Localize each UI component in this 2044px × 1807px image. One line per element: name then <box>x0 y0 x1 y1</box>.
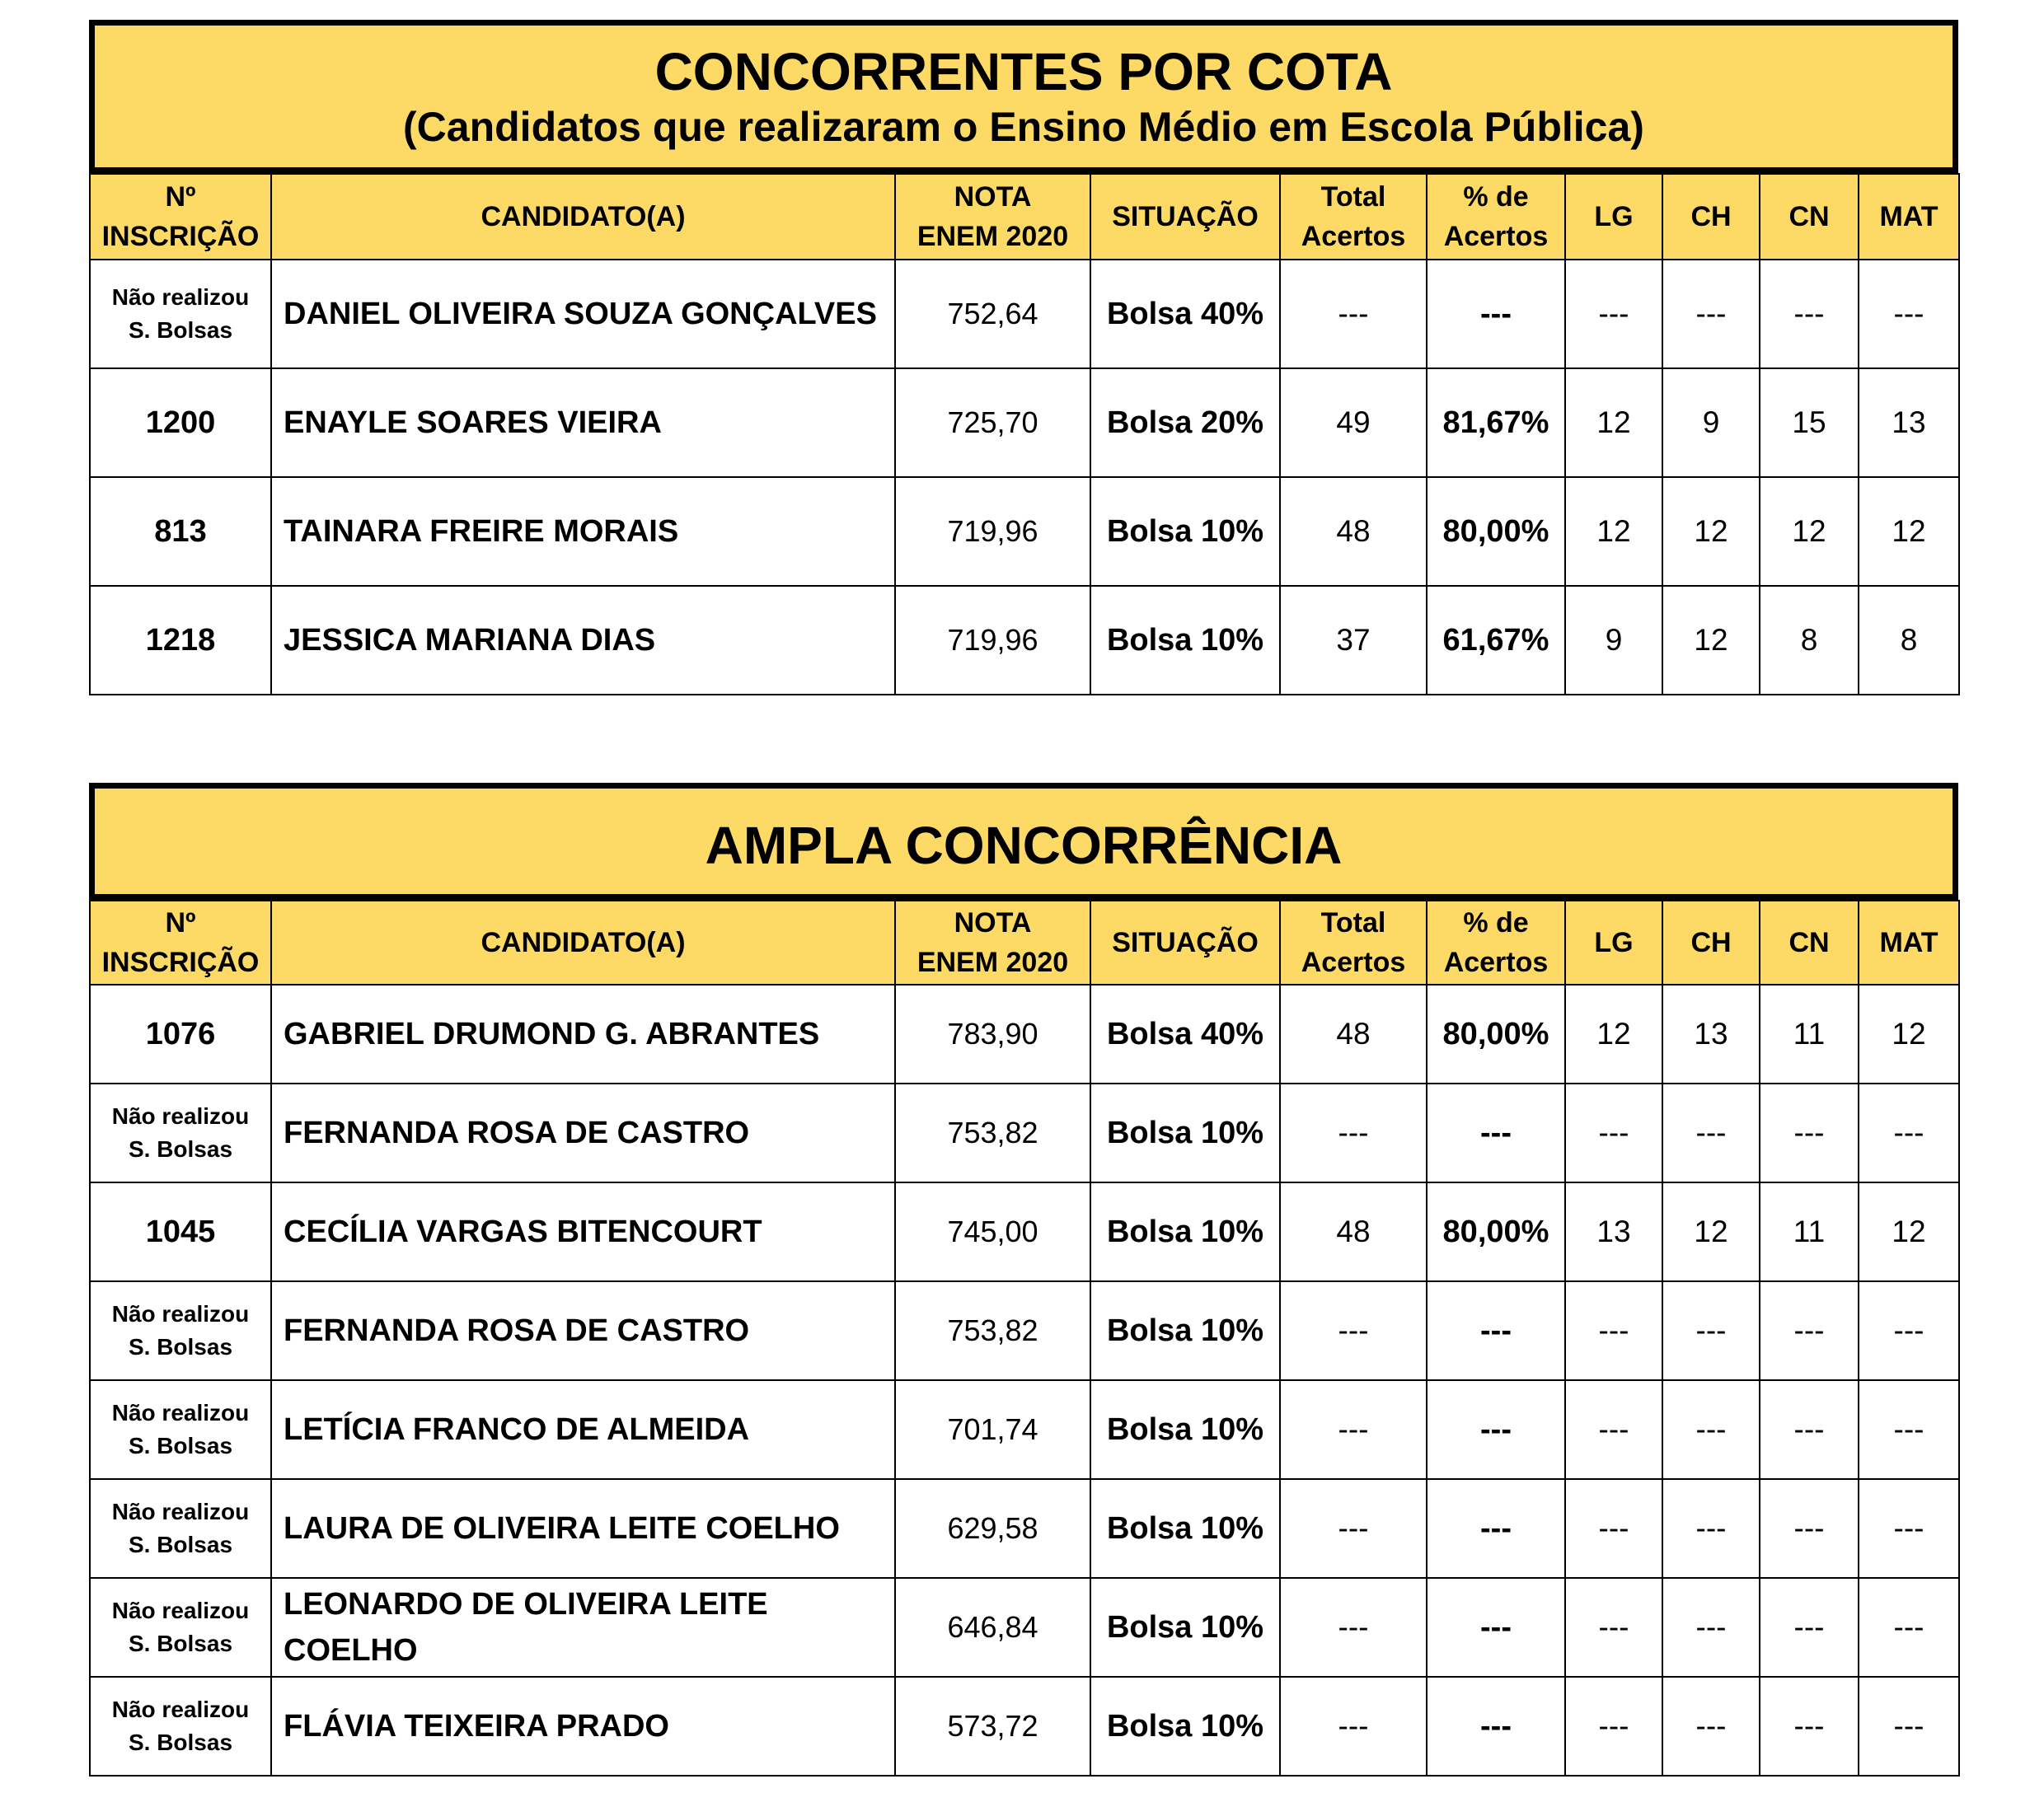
cell-total: 48 <box>1280 1182 1427 1281</box>
cell-lg: --- <box>1565 1281 1662 1380</box>
column-header-cn: CN <box>1760 174 1859 260</box>
cell-mat: 12 <box>1859 477 1959 586</box>
cell-nota: 753,82 <box>895 1281 1090 1380</box>
cell-pct: --- <box>1427 1380 1565 1479</box>
cell-nome: FLÁVIA TEIXEIRA PRADO <box>271 1677 895 1776</box>
table-row <box>90 477 1959 586</box>
cell-mat: 12 <box>1859 1182 1959 1281</box>
table-row <box>90 985 1959 1084</box>
ampla-header-row <box>90 901 1959 985</box>
cell-insc: 1218 <box>90 586 271 695</box>
cell-insc-line: S. Bolsas <box>128 1433 233 1458</box>
table-row <box>90 260 1959 368</box>
cell-insc <box>90 260 271 368</box>
cell-nome: DANIEL OLIVEIRA SOUZA GONÇALVES <box>271 260 895 368</box>
column-header-nota <box>895 174 1090 260</box>
cell-pct: --- <box>1427 1677 1565 1776</box>
cell-ch: --- <box>1662 1380 1760 1479</box>
cell-insc <box>90 1084 271 1182</box>
cell-insc-line: S. Bolsas <box>128 317 233 343</box>
cell-insc <box>90 1281 271 1380</box>
cell-insc-line: S. Bolsas <box>128 1334 233 1360</box>
cell-ch: --- <box>1662 260 1760 368</box>
cell-mat: 8 <box>1859 586 1959 695</box>
table-row <box>90 1084 1959 1182</box>
cell-situacao: Bolsa 40% <box>1090 985 1280 1084</box>
cell-nome: LAURA DE OLIVEIRA LEITE COELHO <box>271 1479 895 1578</box>
cell-lg: --- <box>1565 1479 1662 1578</box>
column-header-ch: CH <box>1662 174 1760 260</box>
cell-ch: --- <box>1662 1479 1760 1578</box>
cell-situacao: Bolsa 10% <box>1090 1084 1280 1182</box>
ampla-table-header <box>90 901 1959 985</box>
cell-ch: 12 <box>1662 1182 1760 1281</box>
ampla-table <box>89 900 1960 1777</box>
cell-nome: JESSICA MARIANA DIAS <box>271 586 895 695</box>
table-row <box>90 1182 1959 1281</box>
cell-situacao: Bolsa 20% <box>1090 368 1280 477</box>
cell-lg: --- <box>1565 1380 1662 1479</box>
cell-cn: --- <box>1760 1677 1859 1776</box>
cell-mat: 12 <box>1859 985 1959 1084</box>
cell-cn: 11 <box>1760 985 1859 1084</box>
cell-insc: 1076 <box>90 985 271 1084</box>
cell-cn: --- <box>1760 1578 1859 1677</box>
cell-nome: FERNANDA ROSA DE CASTRO <box>271 1084 895 1182</box>
cell-total: 48 <box>1280 985 1427 1084</box>
cota-table <box>89 173 1960 695</box>
table-row <box>90 1380 1959 1479</box>
cota-header-row <box>90 174 1959 260</box>
cell-situacao: Bolsa 10% <box>1090 1281 1280 1380</box>
cell-insc <box>90 1677 271 1776</box>
column-header-insc-line: INSCRIÇÃO <box>101 221 260 252</box>
cell-situacao: Bolsa 10% <box>1090 1479 1280 1578</box>
cell-lg: 12 <box>1565 985 1662 1084</box>
cell-cn: --- <box>1760 260 1859 368</box>
cell-situacao: Bolsa 10% <box>1090 1677 1280 1776</box>
cell-total: --- <box>1280 1479 1427 1578</box>
cell-lg: --- <box>1565 1677 1662 1776</box>
ampla-title: AMPLA CONCORRÊNCIA <box>705 816 1343 875</box>
column-header-mat: MAT <box>1859 901 1959 985</box>
cell-situacao: Bolsa 10% <box>1090 1182 1280 1281</box>
cell-total: --- <box>1280 1380 1427 1479</box>
column-header-insc <box>90 174 271 260</box>
cell-mat: --- <box>1859 1677 1959 1776</box>
column-header-nota-line: NOTA <box>954 907 1032 939</box>
cell-total: --- <box>1280 1677 1427 1776</box>
cell-pct: 80,00% <box>1427 1182 1565 1281</box>
cell-insc-line: Não realizou <box>111 1499 250 1524</box>
cell-insc-line: Não realizou <box>111 1697 250 1722</box>
ampla-banner <box>89 783 1958 900</box>
cell-lg: --- <box>1565 1084 1662 1182</box>
column-header-pct-line: % de <box>1463 907 1529 939</box>
cell-situacao: Bolsa 10% <box>1090 477 1280 586</box>
cell-total: --- <box>1280 260 1427 368</box>
cell-insc-line: S. Bolsas <box>128 1532 233 1557</box>
cell-cn: --- <box>1760 1281 1859 1380</box>
column-header-nota-line: ENEM 2020 <box>917 947 1069 978</box>
cell-cn: --- <box>1760 1380 1859 1479</box>
cell-nome: CECÍLIA VARGAS BITENCOURT <box>271 1182 895 1281</box>
column-header-situacao: SITUAÇÃO <box>1090 901 1280 985</box>
column-header-total-line: Acertos <box>1301 947 1406 978</box>
column-header-pct <box>1427 174 1565 260</box>
column-header-insc-line: INSCRIÇÃO <box>101 947 260 978</box>
cell-situacao: Bolsa 10% <box>1090 1380 1280 1479</box>
cell-nota: 753,82 <box>895 1084 1090 1182</box>
column-header-cn: CN <box>1760 901 1859 985</box>
column-header-total-line: Total <box>1320 181 1386 213</box>
cell-insc-line: S. Bolsas <box>128 1631 233 1656</box>
cell-lg: --- <box>1565 1578 1662 1677</box>
cell-nota: 573,72 <box>895 1677 1090 1776</box>
cell-nota: 745,00 <box>895 1182 1090 1281</box>
cell-nota: 725,70 <box>895 368 1090 477</box>
column-header-nota <box>895 901 1090 985</box>
cell-pct: --- <box>1427 1479 1565 1578</box>
cell-lg: 12 <box>1565 477 1662 586</box>
cell-insc-line: Não realizou <box>111 1103 250 1129</box>
cell-insc-line: Não realizou <box>111 1301 250 1327</box>
column-header-lg: LG <box>1565 901 1662 985</box>
cell-nota: 783,90 <box>895 985 1090 1084</box>
cell-ch: 13 <box>1662 985 1760 1084</box>
cell-mat: --- <box>1859 1578 1959 1677</box>
cell-cn: 8 <box>1760 586 1859 695</box>
cell-total: 48 <box>1280 477 1427 586</box>
cell-nota: 719,96 <box>895 586 1090 695</box>
cell-insc: 1200 <box>90 368 271 477</box>
cell-ch: 9 <box>1662 368 1760 477</box>
column-header-insc <box>90 901 271 985</box>
cell-nota: 701,74 <box>895 1380 1090 1479</box>
cell-nome: TAINARA FREIRE MORAIS <box>271 477 895 586</box>
cell-mat: --- <box>1859 1281 1959 1380</box>
cell-lg: 9 <box>1565 586 1662 695</box>
cota-title: CONCORRENTES POR COTA <box>654 42 1393 101</box>
cell-total: 37 <box>1280 586 1427 695</box>
cell-nome: GABRIEL DRUMOND G. ABRANTES <box>271 985 895 1084</box>
column-header-lg: LG <box>1565 174 1662 260</box>
cell-nome: ENAYLE SOARES VIEIRA <box>271 368 895 477</box>
cota-subtitle: (Candidatos que realizaram o Ensino Médio em Escola Pública) <box>403 104 1644 150</box>
table-row <box>90 586 1959 695</box>
cell-total: --- <box>1280 1084 1427 1182</box>
cell-lg: --- <box>1565 260 1662 368</box>
table-row <box>90 1281 1959 1380</box>
cell-situacao: Bolsa 10% <box>1090 1578 1280 1677</box>
column-header-nome: CANDIDATO(A) <box>271 174 895 260</box>
column-header-total <box>1280 174 1427 260</box>
cell-situacao: Bolsa 40% <box>1090 260 1280 368</box>
cell-insc <box>90 1479 271 1578</box>
cell-mat: --- <box>1859 1084 1959 1182</box>
column-header-nota-line: ENEM 2020 <box>917 221 1069 252</box>
cell-cn: 12 <box>1760 477 1859 586</box>
cell-pct: --- <box>1427 1281 1565 1380</box>
cell-situacao: Bolsa 10% <box>1090 586 1280 695</box>
cell-insc: 1045 <box>90 1182 271 1281</box>
cell-mat: --- <box>1859 260 1959 368</box>
cell-insc-line: Não realizou <box>111 284 250 310</box>
cell-mat: --- <box>1859 1479 1959 1578</box>
cell-pct: 80,00% <box>1427 477 1565 586</box>
cell-pct: --- <box>1427 260 1565 368</box>
cell-nome: FERNANDA ROSA DE CASTRO <box>271 1281 895 1380</box>
cell-pct: 61,67% <box>1427 586 1565 695</box>
cell-ch: 12 <box>1662 586 1760 695</box>
cell-nota: 719,96 <box>895 477 1090 586</box>
column-header-pct-line: % de <box>1463 181 1529 213</box>
column-header-pct-line: Acertos <box>1443 221 1549 252</box>
column-header-insc-line: Nº <box>165 907 196 939</box>
cell-cn: 15 <box>1760 368 1859 477</box>
cota-table-header <box>90 174 1959 260</box>
cota-table-body <box>90 260 1959 695</box>
cell-cn: --- <box>1760 1479 1859 1578</box>
column-header-pct-line: Acertos <box>1443 947 1549 978</box>
column-header-total-line: Total <box>1320 907 1386 939</box>
cell-total: --- <box>1280 1281 1427 1380</box>
ampla-table-body <box>90 985 1959 1776</box>
section-ampla <box>89 783 1958 1777</box>
column-header-situacao: SITUAÇÃO <box>1090 174 1280 260</box>
table-row <box>90 1578 1959 1677</box>
cell-ch: --- <box>1662 1281 1760 1380</box>
cell-ch: --- <box>1662 1084 1760 1182</box>
cell-insc <box>90 1578 271 1677</box>
cell-pct: --- <box>1427 1578 1565 1677</box>
column-header-ch: CH <box>1662 901 1760 985</box>
cell-nome: LETÍCIA FRANCO DE ALMEIDA <box>271 1380 895 1479</box>
cell-insc-line: S. Bolsas <box>128 1730 233 1755</box>
cell-cn: --- <box>1760 1084 1859 1182</box>
cell-lg: 13 <box>1565 1182 1662 1281</box>
cell-mat: --- <box>1859 1380 1959 1479</box>
section-cota <box>89 20 1958 695</box>
table-row <box>90 1677 1959 1776</box>
cell-ch: --- <box>1662 1677 1760 1776</box>
column-header-total <box>1280 901 1427 985</box>
cota-banner <box>89 20 1958 173</box>
cell-insc <box>90 1380 271 1479</box>
cell-insc-line: Não realizou <box>111 1598 250 1623</box>
cell-total: --- <box>1280 1578 1427 1677</box>
cell-nota: 752,64 <box>895 260 1090 368</box>
column-header-nota-line: NOTA <box>954 181 1032 213</box>
column-header-mat: MAT <box>1859 174 1959 260</box>
cell-nome: LEONARDO DE OLIVEIRA LEITE COELHO <box>271 1578 895 1677</box>
cell-lg: 12 <box>1565 368 1662 477</box>
column-header-nome: CANDIDATO(A) <box>271 901 895 985</box>
cell-mat: 13 <box>1859 368 1959 477</box>
cell-pct: --- <box>1427 1084 1565 1182</box>
column-header-pct <box>1427 901 1565 985</box>
cell-total: 49 <box>1280 368 1427 477</box>
cell-nota: 629,58 <box>895 1479 1090 1578</box>
cell-pct: 80,00% <box>1427 985 1565 1084</box>
cell-insc: 813 <box>90 477 271 586</box>
column-header-insc-line: Nº <box>165 181 196 213</box>
cell-ch: --- <box>1662 1578 1760 1677</box>
cell-nota: 646,84 <box>895 1578 1090 1677</box>
table-row <box>90 1479 1959 1578</box>
cell-ch: 12 <box>1662 477 1760 586</box>
cell-cn: 11 <box>1760 1182 1859 1281</box>
cell-pct: 81,67% <box>1427 368 1565 477</box>
cell-insc-line: Não realizou <box>111 1400 250 1425</box>
cell-insc-line: S. Bolsas <box>128 1136 233 1162</box>
column-header-total-line: Acertos <box>1301 221 1406 252</box>
table-row <box>90 368 1959 477</box>
